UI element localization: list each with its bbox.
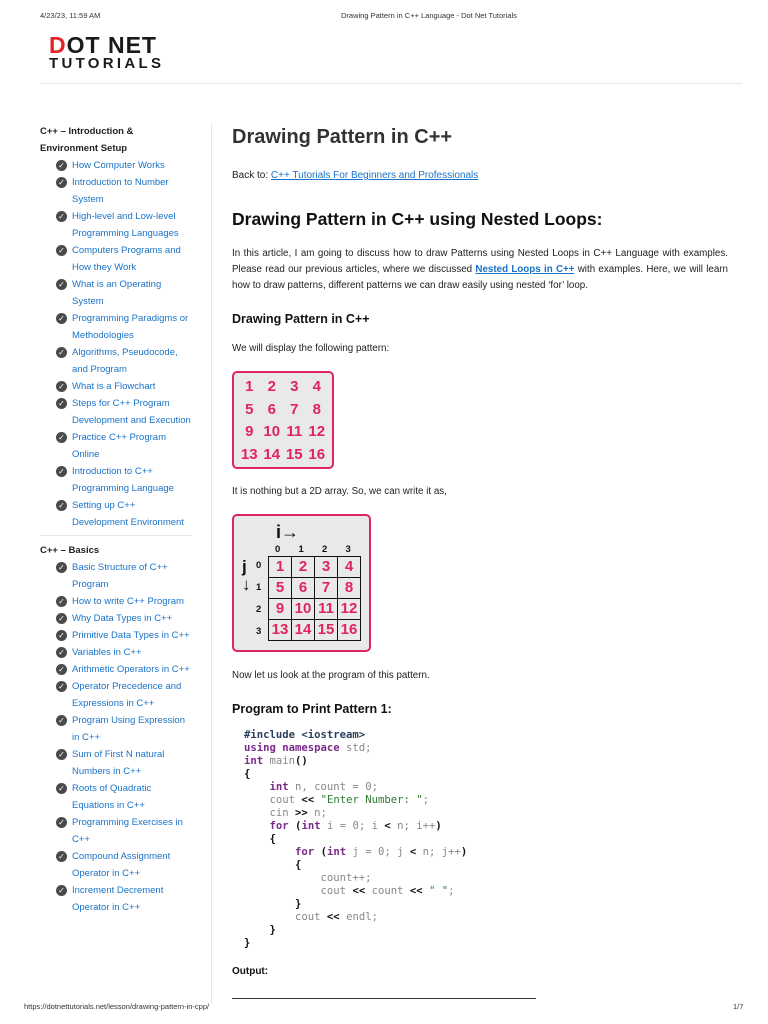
check-circle-icon: ✓ xyxy=(56,398,67,409)
print-url: https://dotnettutorials.net/lesson/drawing-pattern-in-cpp/ xyxy=(24,1002,210,1011)
output-divider xyxy=(232,998,536,999)
sidebar-item[interactable] xyxy=(40,644,192,661)
column-index: 0 xyxy=(275,544,281,555)
check-circle-icon: ✓ xyxy=(56,681,67,692)
sidebar-divider xyxy=(211,123,212,1003)
sidebar-item-label: How to write C++ Program xyxy=(72,596,184,607)
program-intro: Now let us look at the program of this pattern. xyxy=(232,670,430,681)
row-index: 2 xyxy=(256,604,262,615)
sidebar-item[interactable] xyxy=(40,882,192,916)
intro-paragraph xyxy=(232,246,728,294)
back-to xyxy=(232,170,478,181)
sidebar-item[interactable] xyxy=(40,678,192,712)
array-cell: 6 xyxy=(292,578,315,599)
j-axis-label: j ↓ xyxy=(242,557,251,594)
check-circle-icon: ✓ xyxy=(56,466,67,477)
intro-text-1: In this article, I am going to discuss how to draw Patterns using Nested Loops in C++ Language with examples. Please read our previous articles, where we discussed xyxy=(232,248,728,275)
page-title: Drawing Pattern in C++ xyxy=(232,126,453,148)
pattern-number: 7 xyxy=(290,400,299,418)
array-row xyxy=(269,557,361,578)
check-circle-icon: ✓ xyxy=(56,630,67,641)
main-content xyxy=(232,122,728,977)
sidebar-item-label: Program Using Expression in C++ xyxy=(72,715,185,743)
pattern-row xyxy=(238,421,328,444)
pattern-row xyxy=(238,376,328,399)
column-index: 3 xyxy=(345,544,351,555)
sidebar-item-label: Roots of Quadratic Equations in C++ xyxy=(72,783,152,811)
sidebar-item-label: Practice C++ Program Online xyxy=(72,432,166,460)
check-circle-icon: ✓ xyxy=(56,562,67,573)
array-cell: 3 xyxy=(315,557,338,578)
sidebar-item-label: Setting up C++ Development Environment xyxy=(72,500,184,528)
sidebar-item[interactable] xyxy=(40,378,192,395)
sidebar-item-label: Variables in C++ xyxy=(72,647,142,658)
pattern-number: 6 xyxy=(267,400,276,418)
sidebar-item-label: Steps for C++ Program Development and Execution xyxy=(72,398,191,426)
header-divider xyxy=(40,83,742,84)
pattern-number: 1 xyxy=(245,378,254,395)
pattern-row xyxy=(238,444,328,467)
sidebar-item-label: High-level and Low-level Programming Languages xyxy=(72,211,179,239)
pattern-number: 5 xyxy=(245,400,254,418)
check-circle-icon: ✓ xyxy=(56,500,67,511)
back-to-link[interactable]: C++ Tutorials For Beginners and Professionals xyxy=(270,170,479,181)
pattern-number: 16 xyxy=(308,445,326,463)
array-row xyxy=(269,620,361,641)
column-index: 1 xyxy=(298,544,304,555)
check-circle-icon: ✓ xyxy=(56,613,67,624)
sidebar-item[interactable] xyxy=(40,712,192,746)
array-cell: 10 xyxy=(292,599,315,620)
array-cell: 13 xyxy=(269,620,292,641)
sidebar-item[interactable] xyxy=(40,276,192,310)
row-index: 1 xyxy=(256,582,262,593)
check-circle-icon: ✓ xyxy=(56,279,67,290)
back-to-label: Back to: xyxy=(232,170,269,181)
pattern-number: 15 xyxy=(285,445,303,463)
check-circle-icon: ✓ xyxy=(56,245,67,256)
sidebar-item[interactable] xyxy=(40,344,192,378)
check-circle-icon: ✓ xyxy=(56,160,67,171)
sidebar-item-label: Increment Decrement Operator in C++ xyxy=(72,885,164,913)
sidebar-item-label: Computers Programs and How they Work xyxy=(72,245,181,273)
sidebar-item-label: What is a Flowchart xyxy=(72,381,156,392)
pattern-number: 14 xyxy=(263,445,281,463)
sidebar-item[interactable] xyxy=(40,746,192,780)
i-axis-label: i→ xyxy=(276,522,300,542)
check-circle-icon: ✓ xyxy=(56,211,67,222)
sidebar-section-title: C++ – Basics xyxy=(40,535,192,559)
intro-text-2: with examples. Here, we will learn how to draw patterns, different patterns we can draw easily using nested ‘for’ loop. xyxy=(232,264,728,291)
check-circle-icon: ✓ xyxy=(56,885,67,896)
sidebar-item[interactable] xyxy=(40,497,192,531)
logo-line2: TUTORIALS xyxy=(49,55,165,72)
pattern-row xyxy=(238,399,328,422)
check-circle-icon: ✓ xyxy=(56,715,67,726)
array-cell: 7 xyxy=(315,578,338,599)
sidebar-item[interactable] xyxy=(40,661,192,678)
array-text: It is nothing but a 2D array. So, we can write it as, xyxy=(232,486,447,497)
sidebar-item-label: Basic Structure of C++ Program xyxy=(72,562,168,590)
array-figure xyxy=(232,514,371,652)
pattern-number: 4 xyxy=(312,378,321,395)
array-cell: 8 xyxy=(338,578,361,599)
sidebar-list xyxy=(40,157,192,531)
sidebar-item[interactable] xyxy=(40,310,192,344)
pattern-number: 9 xyxy=(245,423,254,440)
sidebar-item[interactable] xyxy=(40,610,192,627)
check-circle-icon: ✓ xyxy=(56,347,67,358)
pattern-number: 11 xyxy=(286,423,303,440)
row-index: 0 xyxy=(256,560,262,571)
print-datetime: 4/23/23, 11:59 AM xyxy=(40,11,101,20)
sidebar-item-label: Sum of First N natural Numbers in C++ xyxy=(72,749,165,777)
sidebar-item[interactable] xyxy=(40,627,192,644)
sidebar-item[interactable] xyxy=(40,848,192,882)
pattern-number: 8 xyxy=(312,400,321,418)
column-index: 2 xyxy=(322,544,328,555)
array-table xyxy=(268,556,361,641)
array-row xyxy=(269,599,361,620)
check-circle-icon: ✓ xyxy=(56,381,67,392)
array-cell: 12 xyxy=(338,599,361,620)
check-circle-icon: ✓ xyxy=(56,313,67,324)
site-logo[interactable] xyxy=(49,32,165,72)
array-cell: 5 xyxy=(269,578,292,599)
sidebar-item-label: Operator Precedence and Expressions in C++ xyxy=(72,681,182,709)
article-heading: Drawing Pattern in C++ using Nested Loops: xyxy=(232,209,603,229)
sidebar-item-label: Programming Paradigms or Methodologies xyxy=(72,313,189,341)
sidebar-list xyxy=(40,559,192,916)
array-row xyxy=(269,578,361,599)
check-circle-icon: ✓ xyxy=(56,177,67,188)
program-heading: Program to Print Pattern 1: xyxy=(232,702,392,716)
check-circle-icon: ✓ xyxy=(56,817,67,828)
sidebar-item-label: Algorithms, Pseudocode, and Program xyxy=(72,347,178,375)
sidebar-item[interactable] xyxy=(40,593,192,610)
sidebar-item[interactable] xyxy=(40,157,192,174)
sidebar-item-label: Why Data Types in C++ xyxy=(72,613,173,624)
sidebar-item[interactable] xyxy=(40,814,192,848)
check-circle-icon: ✓ xyxy=(56,432,67,443)
sidebar-item[interactable] xyxy=(40,208,192,242)
array-cell: 4 xyxy=(338,557,361,578)
logo-line1: OT NET xyxy=(66,32,157,58)
array-cell: 15 xyxy=(315,620,338,641)
sidebar-item-label: What is an Operating System xyxy=(72,279,162,307)
sidebar-section-title: C++ – Introduction & Environment Setup xyxy=(40,126,134,154)
pattern-number: 13 xyxy=(240,445,258,463)
sidebar-item[interactable] xyxy=(40,174,192,208)
pattern-number: 2 xyxy=(267,378,276,395)
pattern-number: 3 xyxy=(290,378,299,395)
sidebar-item[interactable] xyxy=(40,242,192,276)
array-cell: 11 xyxy=(315,599,338,620)
check-circle-icon: ✓ xyxy=(56,596,67,607)
check-circle-icon: ✓ xyxy=(56,783,67,794)
output-label: Output: xyxy=(232,966,269,977)
nested-loops-link[interactable]: Nested Loops in C++ xyxy=(475,264,575,275)
array-cell: 14 xyxy=(292,620,315,641)
subheading: Drawing Pattern in C++ xyxy=(232,312,370,326)
sidebar-item[interactable] xyxy=(40,463,192,497)
sidebar-nav xyxy=(40,123,192,916)
array-cell: 1 xyxy=(269,557,292,578)
pattern-figure xyxy=(232,371,334,469)
sidebar-item[interactable] xyxy=(40,780,192,814)
sidebar-item[interactable] xyxy=(40,429,192,463)
sidebar-item-label: Introduction to Number System xyxy=(72,177,169,205)
sidebar-item-label: Arithmetic Operators in C++ xyxy=(72,664,190,675)
print-title: Drawing Pattern in C++ Language - Dot Net Tutorials xyxy=(341,11,517,20)
display-text: We will display the following pattern: xyxy=(232,343,390,354)
check-circle-icon: ✓ xyxy=(56,851,67,862)
pattern-number: 10 xyxy=(263,423,281,440)
sidebar-item-label: How Computer Works xyxy=(72,160,165,171)
sidebar-item-label: Primitive Data Types in C++ xyxy=(72,630,190,641)
array-cell: 16 xyxy=(338,620,361,641)
sidebar-item-label: Programming Exercises in C++ xyxy=(72,817,183,845)
sidebar-item-label: Introduction to C++ Programming Language xyxy=(72,466,174,494)
check-circle-icon: ✓ xyxy=(56,749,67,760)
sidebar-item[interactable] xyxy=(40,395,192,429)
code-block: #include <iostream> using namespace std; int main() { int n, count = 0; cout << "Enter Number: "; cin >> n; for (int i = 0; i < n; i++) { for (int j = 0; j < n; j++) { count++; cout << count << " "; } cout << endl; } } xyxy=(244,729,468,949)
pattern-number: 12 xyxy=(308,423,326,440)
print-page-number: 1/7 xyxy=(733,1002,744,1011)
sidebar-item-label: Compound Assignment Operator in C++ xyxy=(72,851,171,879)
array-cell: 9 xyxy=(269,599,292,620)
row-index: 3 xyxy=(256,626,262,637)
check-circle-icon: ✓ xyxy=(56,647,67,658)
sidebar-item[interactable] xyxy=(40,559,192,593)
check-circle-icon: ✓ xyxy=(56,664,67,675)
logo-letter-d: D xyxy=(49,32,67,58)
array-cell: 2 xyxy=(292,557,315,578)
